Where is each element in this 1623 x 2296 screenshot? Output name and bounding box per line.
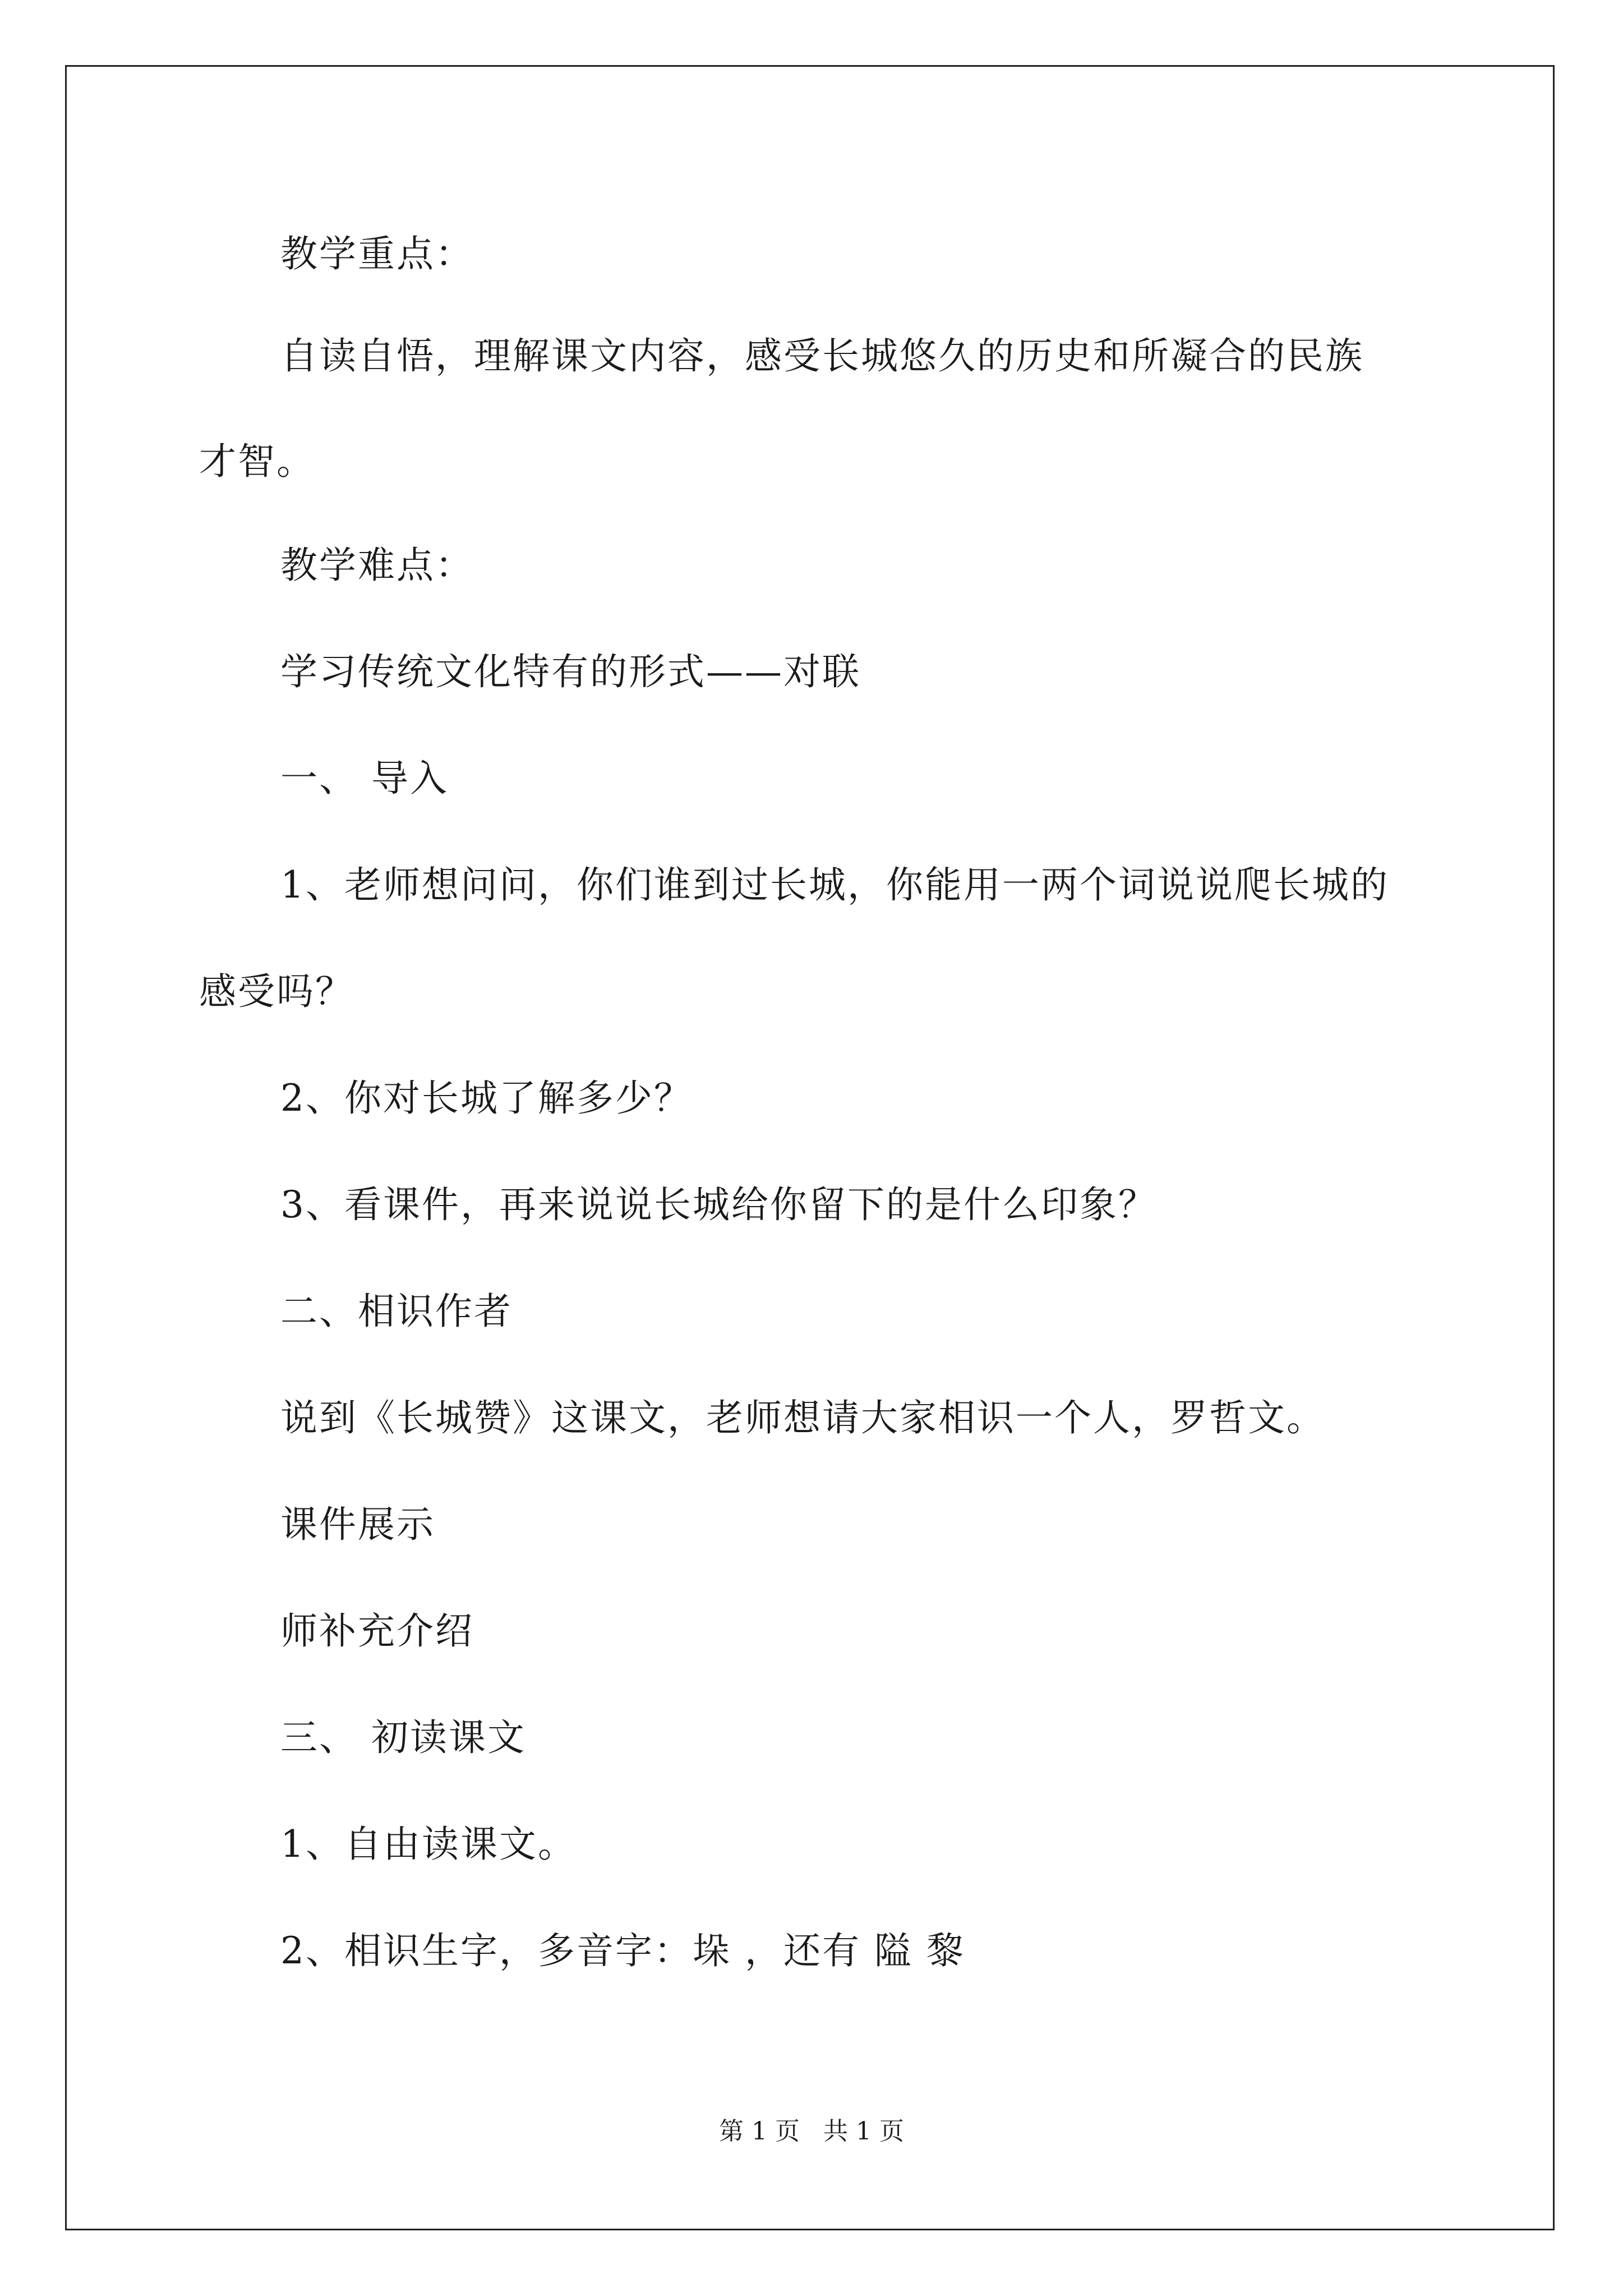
section-heading-first-reading: 三、 初读课文 [280,1716,526,1759]
page-border [65,65,1555,2230]
page-total: 共 1 页 [823,2117,904,2146]
paragraph-line: 师补充介绍 [280,1609,474,1653]
page-footer [0,2118,1623,2145]
paragraph-line: 感受吗？ [199,970,354,1013]
paragraph-line: 2、你对长城了解多少？ [280,1076,693,1120]
paragraph-line: 自读自悟，理解课文内容，感受长城悠久的历史和所凝合的民族 [280,334,1364,378]
paragraph-line: 学习传统文化特有的形式——对联 [280,650,861,693]
paragraph-line: 1、老师想问问，你们谁到过长城，你能用一两个词说说爬长城的 [280,863,1389,907]
paragraph-line: 说到《长城赞》这课文，老师想请大家相识一个人，罗哲文。 [280,1396,1325,1439]
paragraph-line: 课件展示 [280,1503,435,1546]
page-number: 第 1 页 [719,2117,800,2146]
paragraph-line: 才智。 [199,440,315,483]
heading-teaching-difficulty: 教学难点： [280,544,474,587]
heading-teaching-focus: 教学重点： [280,232,474,275]
paragraph-line: 3、看课件，再来说说长城给你留下的是什么印象？ [280,1183,1157,1226]
section-heading-intro: 一、 导入 [280,757,449,800]
section-heading-author: 二、相识作者 [280,1290,513,1333]
paragraph-line: 1、自由读课文。 [280,1823,577,1866]
paragraph-line: 2、相识生字，多音字：垛 ，还有 隘 黎 [280,1929,965,1972]
